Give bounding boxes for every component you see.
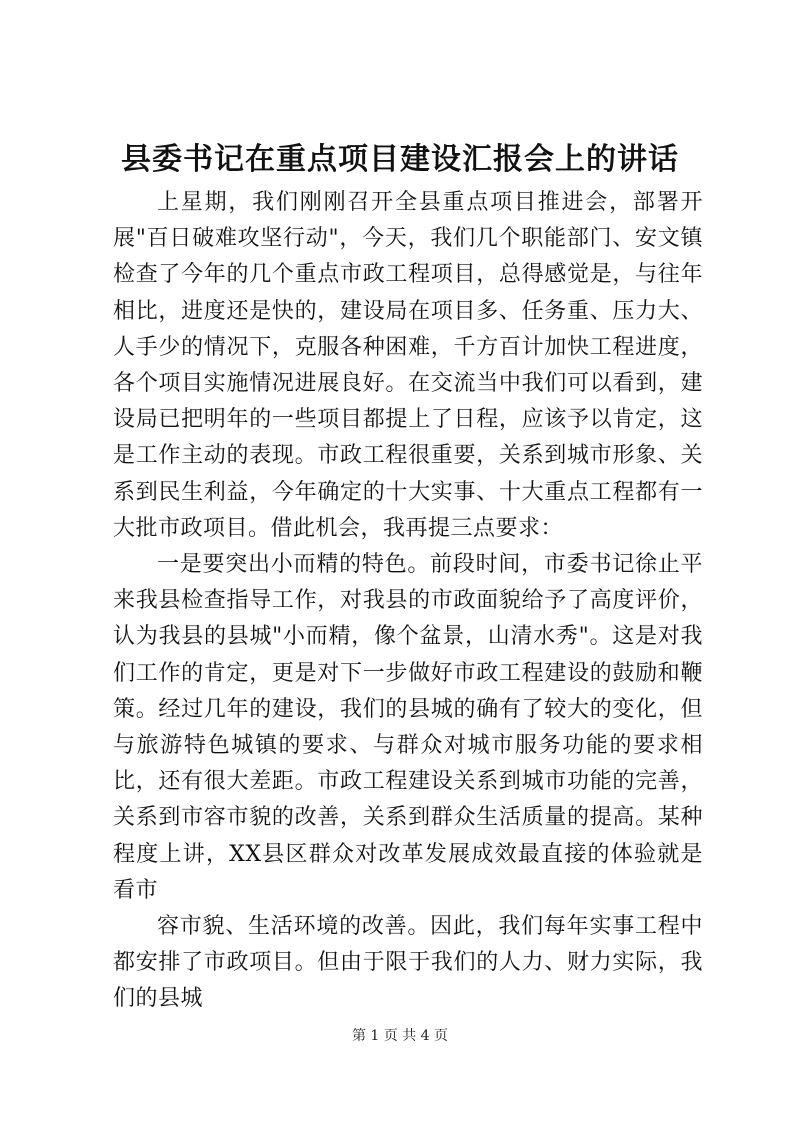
paragraph-continuation: 容市貌、生活环境的改善。因此，我们每年实事工程中都安排了市政项目。但由于限于我们的人力、财力实际，我们的县城	[113, 914, 703, 1012]
page-footer: 第 1 页 共 4 页	[351, 1028, 449, 1044]
paragraph-intro: 上星期，我们刚刚召开全县重点项目推进会，部署开展"百日破难攻坚行动"，今天，我们几个职能部门、安文镇检查了今年的几个重点市政工程项目，总得感觉是，与往年相比，进度还是快的，建设局在项目多、任务重、压力大、人手少的情况下，克服各种困难，千方百计加快工程进度，各个项目实施情况进展良好。在交流当中我们可以看到，建设局已把明年的一些项目都提上了日程，应该予以肯定，这是工作主动的表现。市政工程很重要，关系到城市形象、关系到民生利益，今年确定的十大实事、十大重点工程都有一大批市政项目。借此机会，我再提三点要求：	[113, 190, 703, 541]
document-title: 县委书记在重点项目建设汇报会上的讲话	[121, 142, 679, 177]
paragraph-point-one: 一是要突出小而精的特色。前段时间，市委书记徐止平来我县检查指导工作，对我县的市政面貌给予了高度评价，认为我县的县城"小而精，像个盆景，山清水秀"。这是对我们工作的肯定，更是对下一步做好市政工程建设的鼓励和鞭策。经过几年的建设，我们的县城的确有了较大的变化，但与旅游特色城镇的要求、与群众对城市服务功能的要求相比，还有很大差距。市政工程建设关系到城市功能的完善，关系到市容市貌的改善，关系到群众生活质量的提高。某种程度上讲，XX县区群众对改革发展成效最直接的体验就是看市	[113, 552, 703, 903]
document-body	[113, 185, 703, 1018]
